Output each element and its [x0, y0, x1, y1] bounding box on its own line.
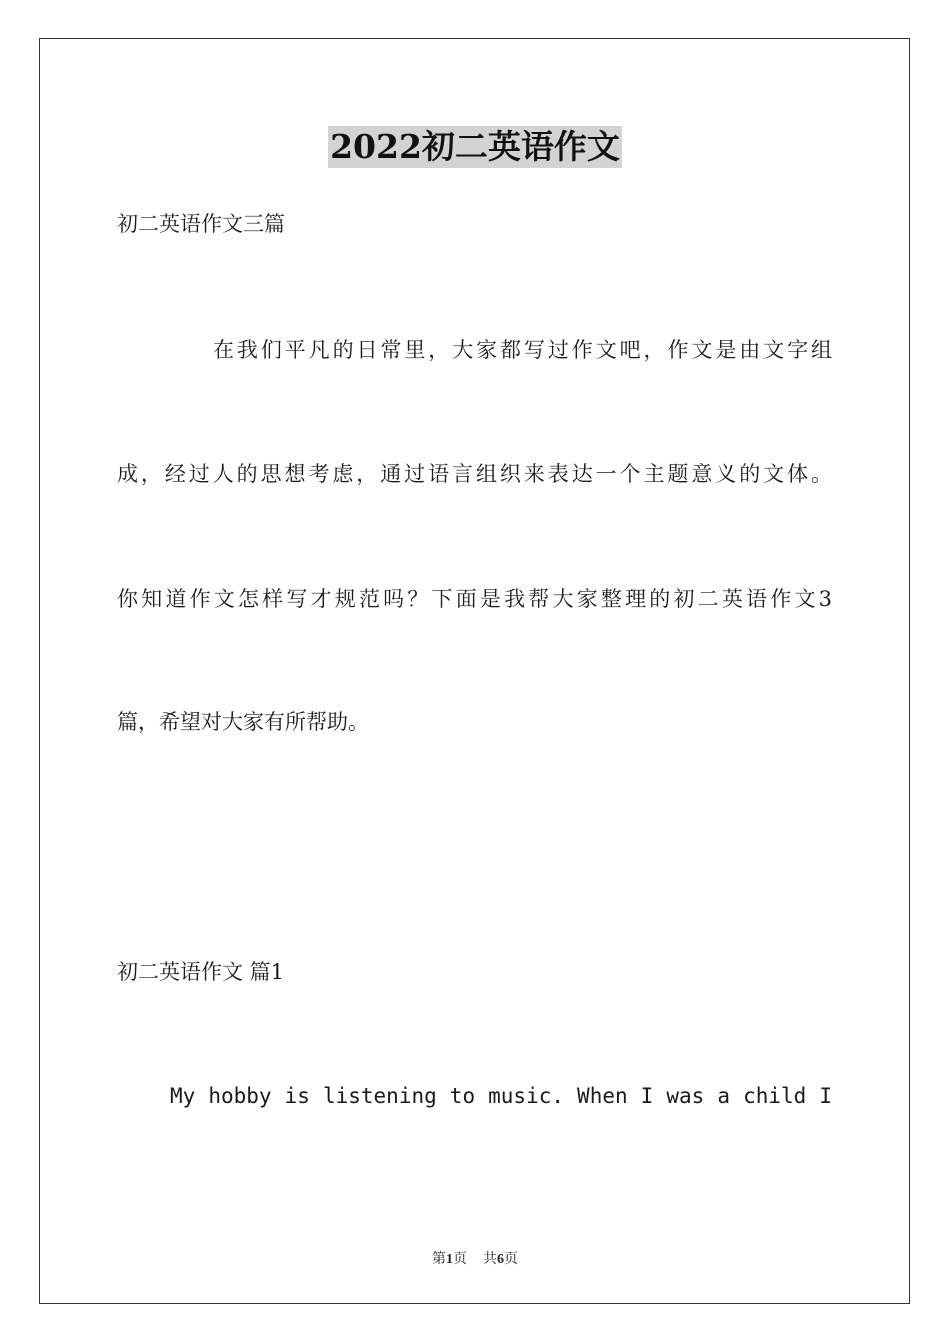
- document-subtitle: 初二英语作文三篇: [117, 212, 285, 236]
- footer-total-prefix: 共: [483, 1252, 497, 1267]
- footer-page-current: 1: [446, 1252, 453, 1267]
- intro-line-3: 你知道作文怎样写才规范吗？下面是我帮大家整理的初二英语作文3: [117, 587, 832, 611]
- footer-page-unit: 页: [453, 1252, 467, 1267]
- footer-page-prefix: 第: [432, 1252, 446, 1267]
- page-footer: [0, 1248, 950, 1268]
- footer-page-total: 6: [497, 1252, 504, 1267]
- document-title: 2022初二英语作文: [330, 127, 620, 166]
- section-heading: 初二英语作文 篇1: [117, 960, 285, 984]
- intro-line-2: 成，经过人的思想考虑，通过语言组织来表达一个主题意义的文体。: [117, 462, 832, 486]
- title-container: [0, 126, 950, 168]
- footer-total-unit: 页: [504, 1252, 518, 1267]
- english-text-line: My hobby is listening to music. When I was a child I: [170, 1084, 832, 1108]
- intro-line-1: 在我们平凡的日常里，大家都写过作文吧，作文是由文字组: [213, 338, 832, 362]
- intro-line-4: 篇，希望对大家有所帮助。: [117, 710, 369, 734]
